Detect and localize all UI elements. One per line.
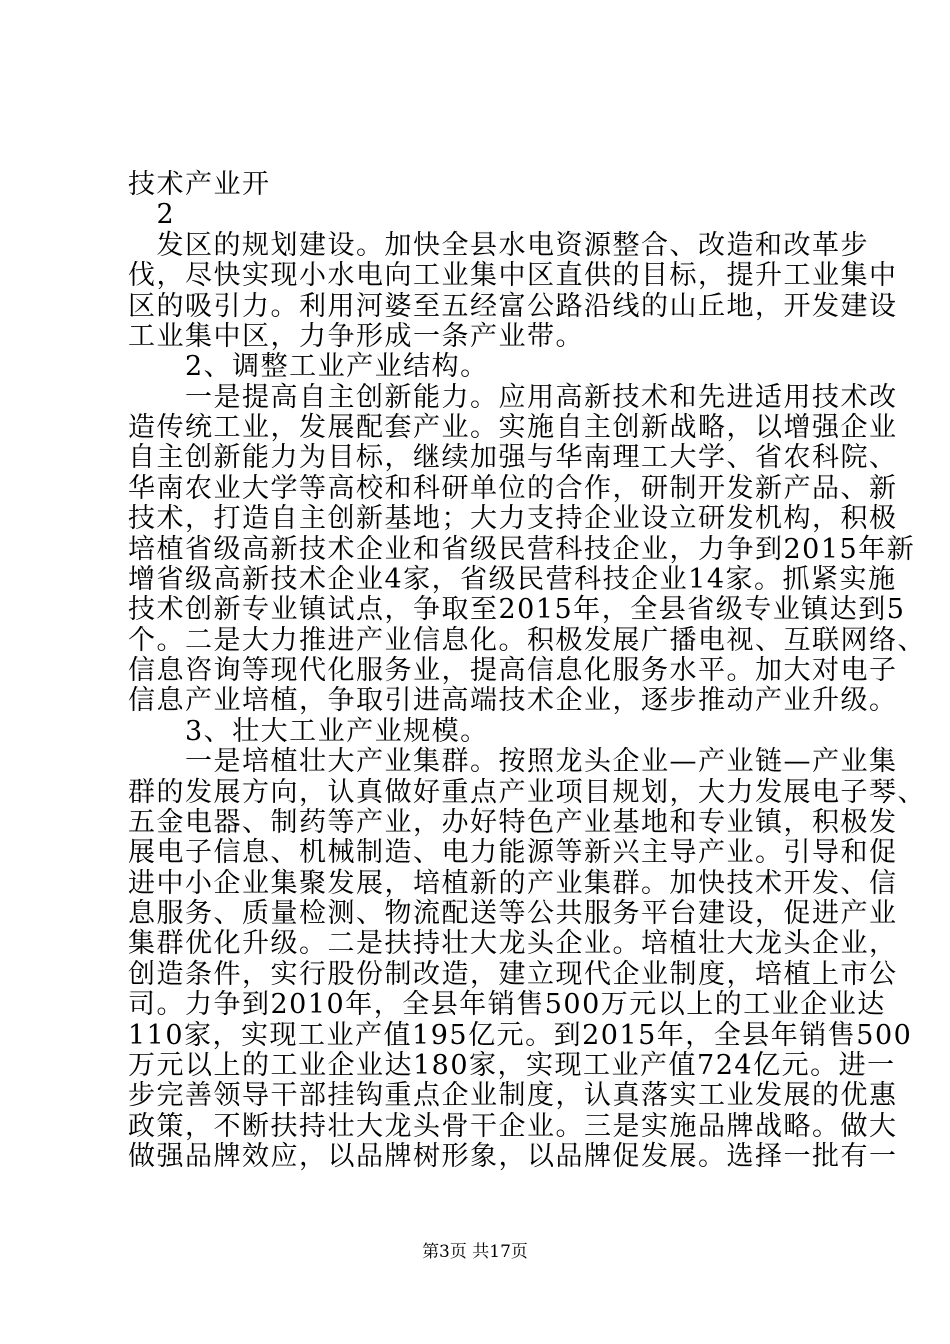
text-line: 一是提高自主创新能力。应用高新技术和先进适用技术改 [128, 382, 898, 413]
text-line: 步完善领导干部挂钩重点企业制度，认真落实工业发展的优惠 [128, 1080, 898, 1111]
text-line: 一是培植壮大产业集群。按照龙头企业—产业链—产业集 [128, 746, 898, 777]
text-line: 万元以上的工业企业达180家，实现工业产值724亿元。进一 [128, 1050, 896, 1081]
text-line: 政策，不断扶持壮大龙头骨干企业。三是实施品牌战略。做大 [128, 1111, 898, 1142]
text-line: 个。二是大力推进产业信息化。积极发展广播电视、互联网络、 [128, 625, 926, 656]
text-line: 进中小企业集聚发展，培植新的产业集群。加快技术开发、信 [128, 868, 898, 899]
text-line: 增省级高新技术企业4家，省级民营科技企业14家。抓紧实施 [128, 564, 897, 595]
text-line: 培植省级高新技术企业和省级民营科技企业，力争到2015年新 [128, 534, 916, 565]
text-line: 2 [128, 199, 176, 230]
text-line: 华南农业大学等高校和科研单位的合作，研制开发新产品、新 [128, 473, 898, 504]
text-line: 区的吸引力。利用河婆至五经富公路沿线的山丘地，开发建设 [128, 291, 898, 322]
text-line: 集群优化升级。二是扶持壮大龙头企业。培植壮大龙头企业， [128, 928, 898, 959]
text-line: 信息产业培植，争取引进高端技术企业，逐步推动产业升级。 [128, 685, 898, 716]
text-line: 工业集中区，力争形成一条产业带。 [128, 321, 584, 352]
text-line: 自主创新能力为目标，继续加强与华南理工大学、省农科院、 [128, 442, 898, 473]
page-footer: 第3页 共17页 [422, 1242, 528, 1262]
text-line: 造传统工业，发展配套产业。实施自主创新战略，以增强企业 [128, 412, 898, 443]
text-line: 息服务、质量检测、物流配送等公共服务平台建设，促进产业 [128, 898, 898, 929]
text-line: 群的发展方向，认真做好重点产业项目规划，大力发展电子琴、 [128, 777, 926, 808]
text-line: 司。力争到2010年，全县年销售500万元以上的工业企业达 [128, 989, 886, 1020]
section-heading: 3、壮大工业产业规模。 [128, 716, 489, 747]
text-line: 伐，尽快实现小水电向工业集中区直供的目标，提升工业集中 [128, 260, 898, 291]
text-line: 技术创新专业镇试点，争取至2015年，全县省级专业镇达到5 [128, 594, 906, 625]
text-line: 发区的规划建设。加快全县水电资源整合、改造和改革步 [128, 230, 869, 261]
text-line: 110家，实现工业产值195亿元。到2015年，全县年销售500 [128, 1020, 913, 1051]
section-heading: 2、调整工业产业结构。 [128, 351, 489, 382]
text-line: 信息咨询等现代化服务业，提高信息化服务水平。加大对电子 [128, 655, 898, 686]
text-line: 五金电器、制药等产业，办好特色产业基地和专业镇，积极发 [128, 807, 898, 838]
text-line: 做强品牌效应，以品牌树形象，以品牌促发展。选择一批有一 [128, 1141, 898, 1172]
text-line: 技术产业开 [128, 169, 271, 200]
text-line: 展电子信息、机械制造、电力能源等新兴主导产业。引导和促 [128, 837, 898, 868]
text-line: 创造条件，实行股份制改造，建立现代企业制度，培植上市公 [128, 959, 898, 990]
text-line: 技术，打造自主创新基地；大力支持企业设立研发机构，积极 [128, 503, 898, 534]
